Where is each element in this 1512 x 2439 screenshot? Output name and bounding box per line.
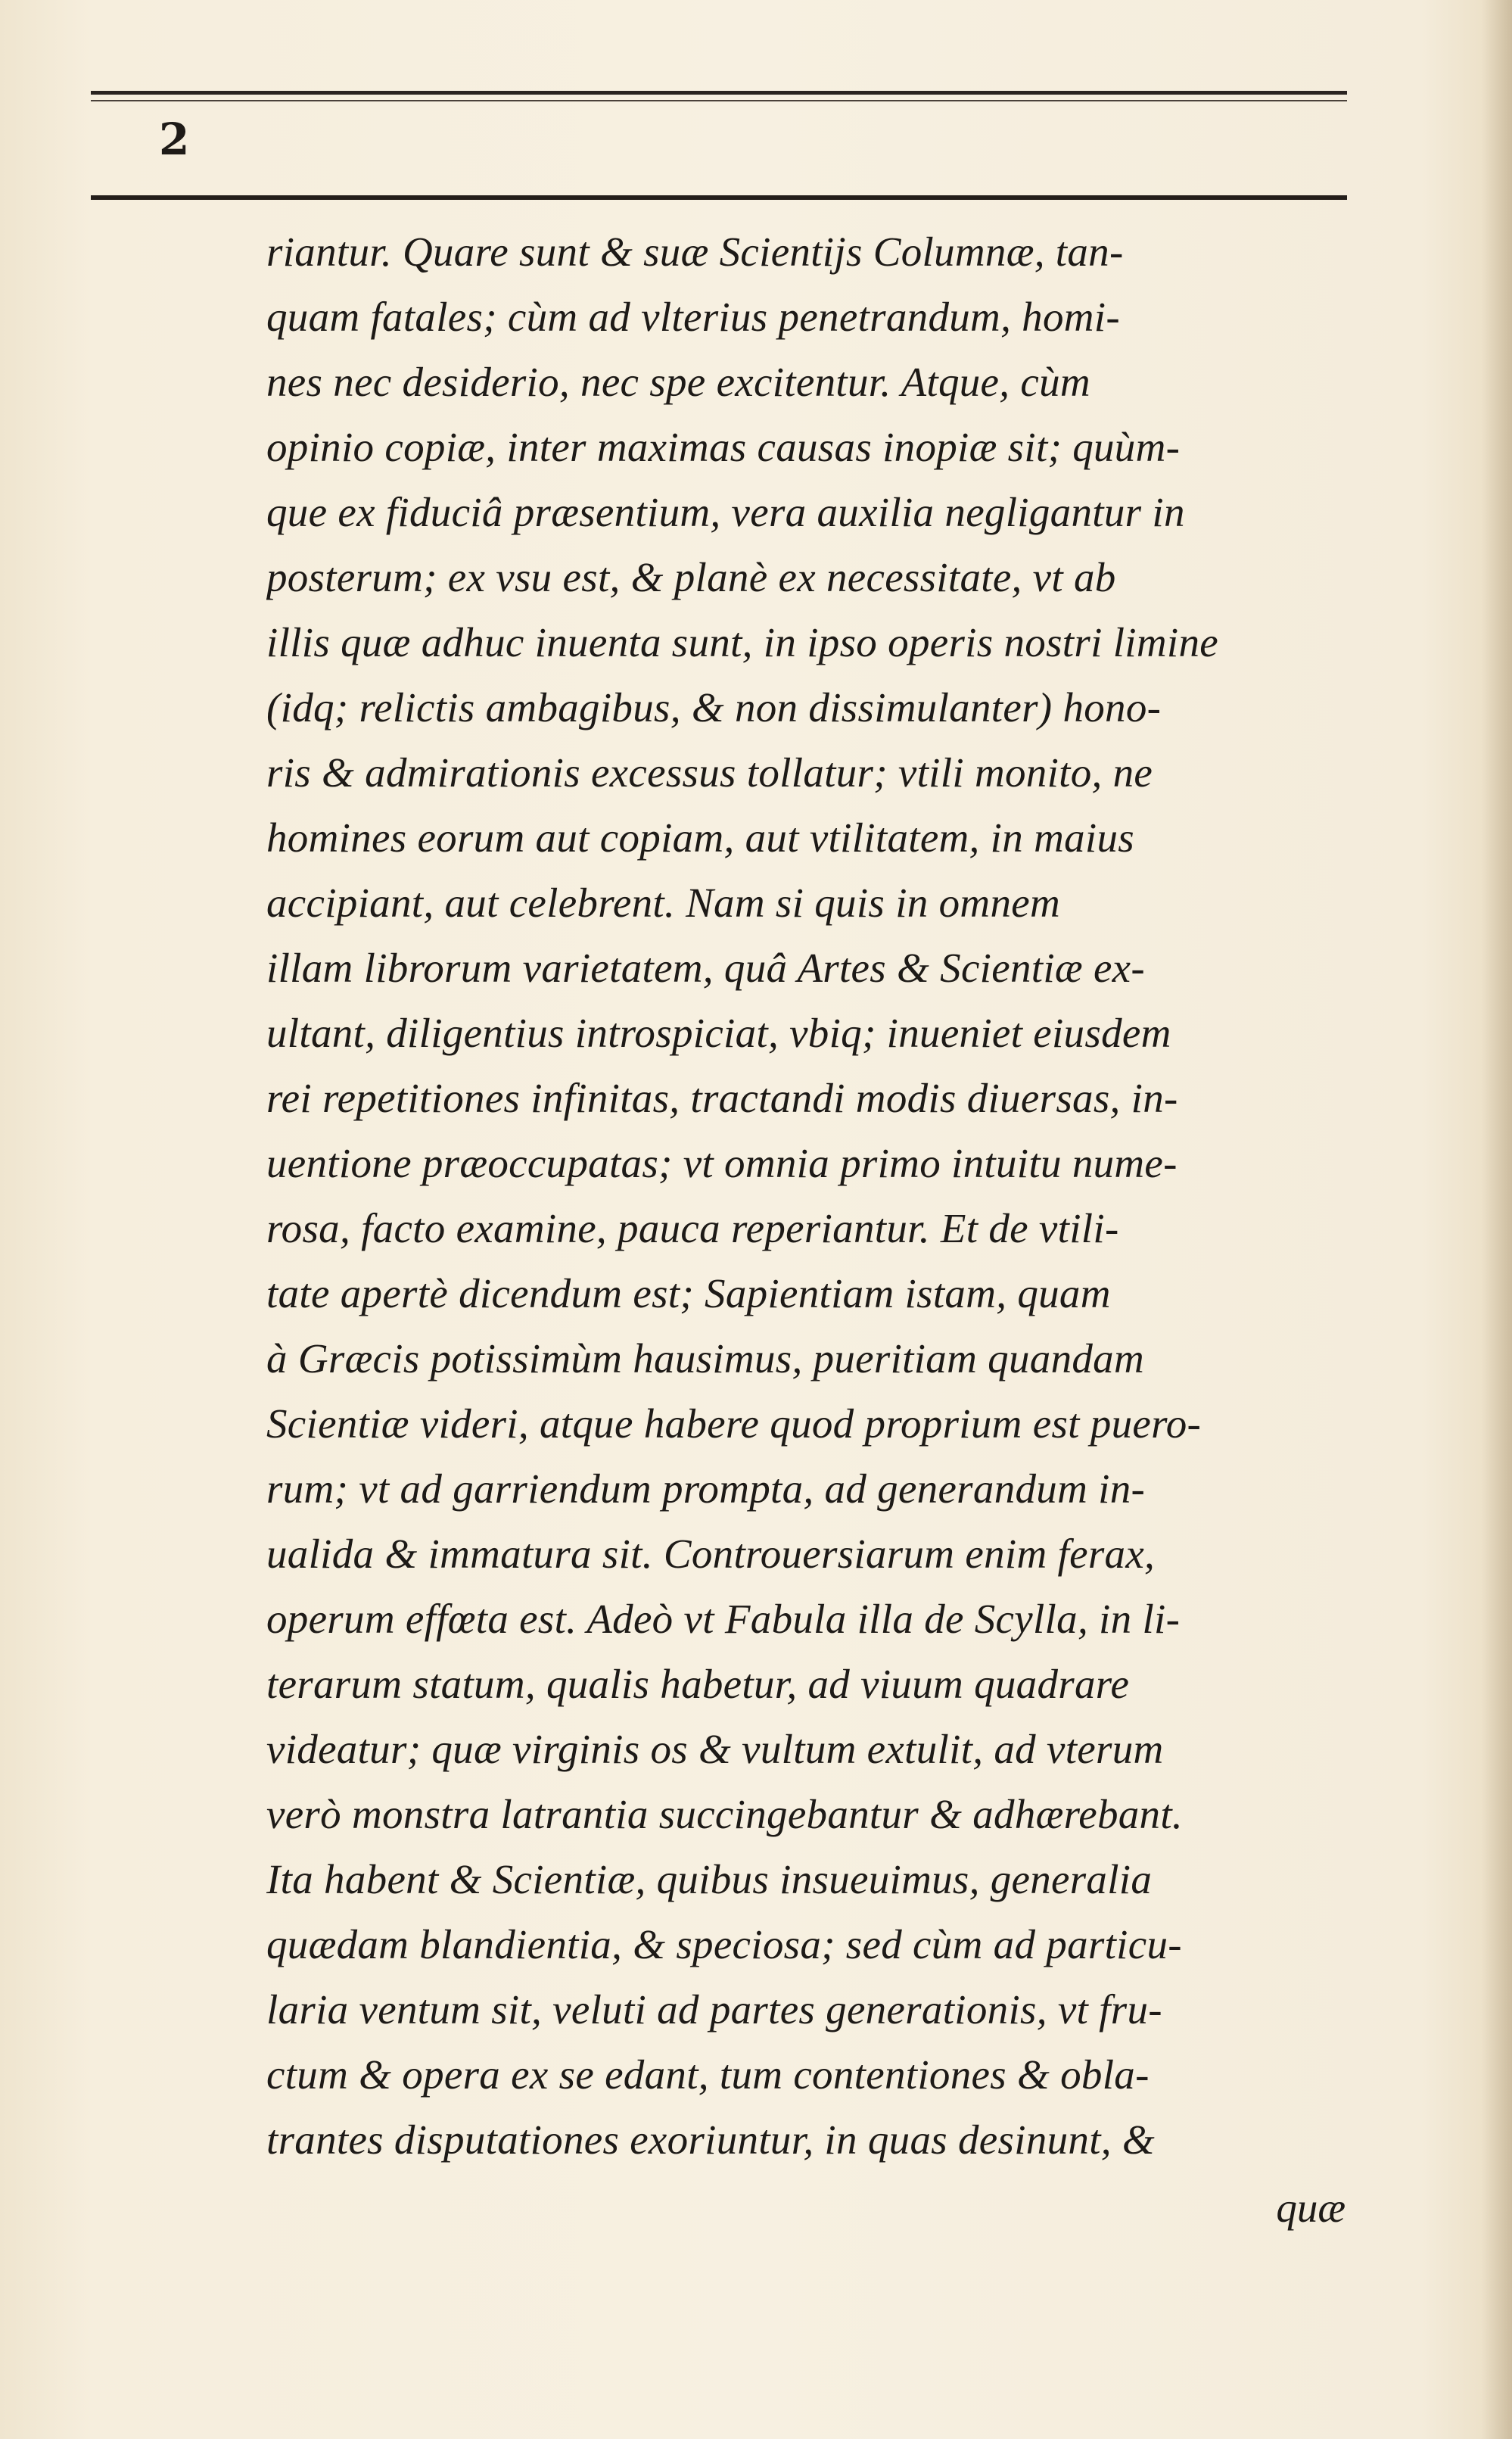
- text-line: à Græcis potissimùm hausimus, pueritiam quandam: [266, 1335, 1144, 1381]
- header-rule-bottom: [91, 195, 1347, 200]
- text-line: terarum statum, qualis habetur, ad viuum quadrare: [266, 1661, 1130, 1707]
- text-line: ultant, diligentius introspiciat, vbiq; inueniet eiusdem: [266, 1010, 1171, 1056]
- text-line: tate apertè dicendum est; Sapientiam istam, quam: [266, 1270, 1111, 1316]
- text-line: trantes disputationes exoriuntur, in quas desinunt, &: [266, 2117, 1155, 2163]
- text-line: rum; vt ad garriendum prompta, ad generandum in-: [266, 1466, 1146, 1512]
- body-text: [266, 220, 1356, 2218]
- text-line: uentione præoccupatas; vt omnia primo intuitu nume-: [266, 1140, 1178, 1186]
- text-line: quædam blandientia, & speciosa; sed cùm ad particu-: [266, 1921, 1182, 1967]
- text-line: operum effœta est. Adeò vt Fabula illa de Scylla, in li-: [266, 1596, 1181, 1642]
- text-line: (idq; relictis ambagibus, & non dissimulanter) hono-: [266, 684, 1162, 730]
- text-line: ualida & immatura sit. Controuersiarum enim ferax,: [266, 1531, 1156, 1577]
- text-line: illam librorum varietatem, quâ Artes & Scientiæ ex-: [266, 945, 1145, 991]
- text-line: verò monstra latrantia succingebantur & adhærebant.: [266, 1791, 1183, 1837]
- text-line: homines eorum aut copiam, aut vtilitatem, in maius: [266, 815, 1134, 861]
- text-line: ctum & opera ex se edant, tum contentiones & obla-: [266, 2051, 1150, 2098]
- text-line: Scientiæ videri, atque habere quod proprium est puero-: [266, 1400, 1202, 1447]
- text-line: posterum; ex vsu est, & planè ex necessitate, vt ab: [266, 554, 1116, 600]
- text-line: quam fatales; cùm ad vlterius penetrandum, homi-: [266, 294, 1120, 340]
- page-number: 2: [159, 114, 190, 165]
- text-line: opinio copiæ, inter maximas causas inopiæ sit; quùm-: [266, 424, 1181, 470]
- header-rule-top: [91, 91, 1347, 95]
- text-line: videatur; quæ virginis os & vultum extulit, ad vterum: [266, 1726, 1164, 1772]
- text-line: rosa, facto examine, pauca reperiantur. Et de vtili-: [266, 1205, 1119, 1251]
- header-rule-thin: [91, 100, 1347, 101]
- text-line: Ita habent & Scientiæ, quibus insueuimus, generalia: [266, 1856, 1153, 1902]
- text-line: rei repetitiones infinitas, tractandi modis diuersas, in-: [266, 1075, 1178, 1121]
- text-line: nes nec desiderio, nec spe excitentur. Atque, cùm: [266, 359, 1090, 405]
- text-line: accipiant, aut celebrent. Nam si quis in omnem: [266, 880, 1060, 926]
- text-line: ris & admirationis excessus tollatur; vtili monito, ne: [266, 749, 1153, 796]
- text-line: laria ventum sit, veluti ad partes generationis, vt fru-: [266, 1986, 1162, 2032]
- text-line: que ex fiduciâ præsentium, vera auxilia negligantur in: [266, 489, 1185, 535]
- page-edge-shadow: [1482, 0, 1512, 2439]
- text-line: riantur. Quare sunt & suæ Scientijs Columnæ, tan-: [266, 229, 1124, 275]
- text-line: illis quæ adhuc inuenta sunt, in ipso operis nostri limine: [266, 619, 1218, 665]
- catchword: quæ: [1276, 2185, 1346, 2231]
